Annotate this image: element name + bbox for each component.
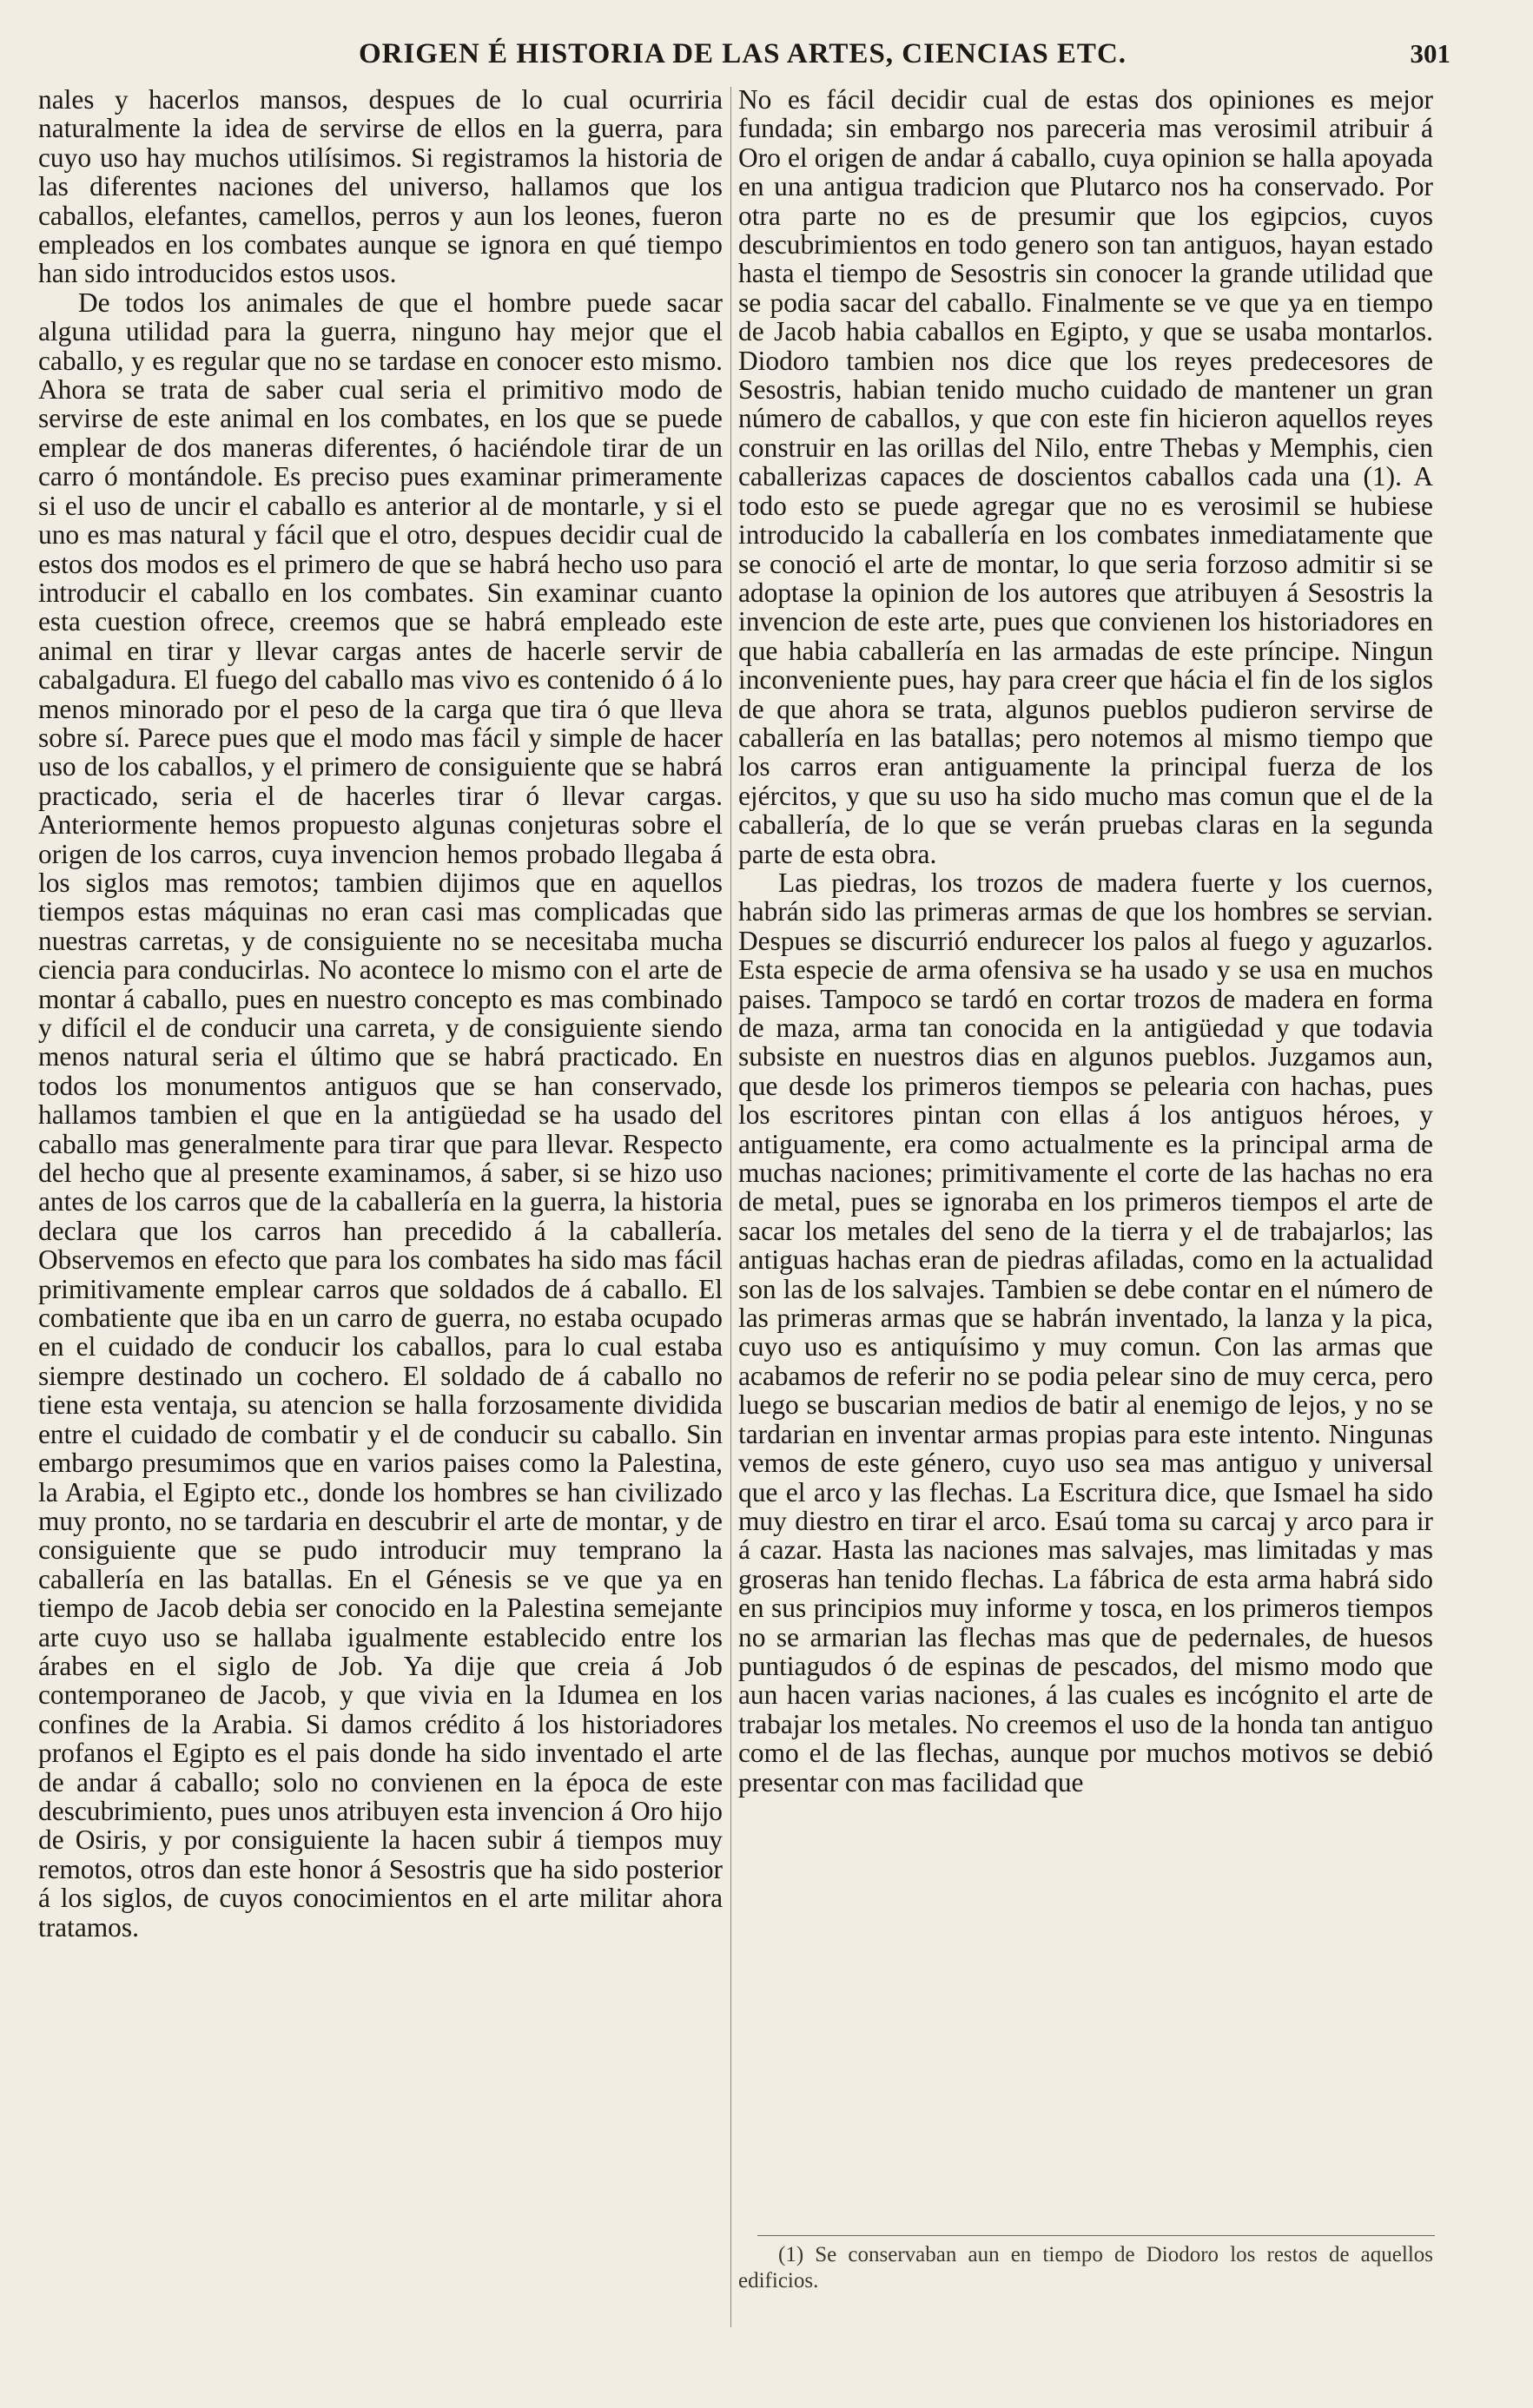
running-title: ORIGEN É HISTORIA DE LAS ARTES, CIENCIAS ETC. xyxy=(358,38,1127,69)
paragraph: De todos los animales de que el hombre puede sacar alguna utilidad para la guerra, ninguno hay mejor que el caballo, y es regular que no se tardase en conocer esto mismo. Ahora se trata de saber cual seria el primitivo modo de servirse de este animal en los combates, en los que se puede emplear de dos maneras diferentes, ó haciéndole tirar de un carro ó montándole. Es preciso pues examinar primeramente si el uso de uncir el caballo es anterior al de montarle, y si el uno es mas natural y fácil que el otro, despues decidir cual de estos dos modos es el primero de que se habrá hecho uso para introducir el caballo en los combates. Sin examinar cuanto esta cuestion ofrece, creemos que se habrá empleado este animal en tirar y llevar cargas antes de hacerle servir de cabalgadura. El fuego del caballo mas vivo es contenido ó á lo menos minorado por el peso de la carga que tira ó que lleva sobre sí. Parece pues que el modo mas fácil y simple de hacer uso de los caballos, y el primero de consiguiente que se habrá practicado, seria el de hacerles tirar ó llevar cargas. Anteriormente hemos propuesto algunas conjeturas sobre el origen de los carros, cuya invencion hemos probado llegaba á los siglos mas remotos; tambien dijimos que en aquellos tiempos estas máquinas no eran casi mas complicadas que nuestras carretas, y de consiguiente no se necesitaba mucha ciencia para conducirlas. No acontece lo mismo con el arte de montar á caballo, pues en nuestro concepto es mas combinado y difícil el de conducir una carreta, y de consiguiente siendo menos natural seria el último que se habrá practicado. En todos los monumentos antiguos que se han conservado, hallamos tambien el que en la antigüedad se ha usado del caballo mas generalmente para tirar que para llevar. Respecto del hecho que al presente examinamos, á saber, si se hizo uso antes de los carros que de la caballería en la guerra, la historia declara que los carros han precedido á la caballería. Observemos en efecto que para los combates ha sido mas fácil primitivamente emplear carros que soldados de á caballo. El combatiente que iba en un carro de guerra, no estaba ocupado en el cuidado de conducir los caballos, para lo cual estaba siempre destinado un cochero. El soldado de á caballo no tiene esta ventaja, su atencion se halla forzosamente dividida entre el cuidado de combatir y el de conducir su caballo. Sin embargo presumimos que en varios paises como la Palestina, la Arabia, el Egipto etc., donde los hombres se han civilizado muy pronto, no se tardaria en descubrir el arte de montar, y de consiguiente que se pudo introducir muy temprano la caballería en las batallas. En el Génesis se ve que ya en tiempo de Jacob debia ser conocido en la Palestina semejante arte cuyo uso se hallaba igualmente establecido entre los árabes en el siglo de Job. Ya dije que creia á Job contemporaneo de Jacob, y que vivia en la Idumea en los confines de la Arabia. Si damos crédito á los historiadores profanos el Egipto es el pais donde ha sido inventado el arte de andar á caballo; solo no convienen en la época de este descubrimiento, pues unos atribuyen esta invencion á Oro hijo de Osiris, y por consiguiente la hacen subir á tiempos muy remotos, otros dan este honor á Sesostris que ha sido posterior á los siglos, de cuyos conocimientos en el arte militar ahora tratamos. xyxy=(38,287,723,1943)
column-divider xyxy=(730,87,731,2327)
paragraph: nales y hacerlos mansos, despues de lo cual ocurriria naturalmente la idea de servirse de ellos en la guerra, para cuyo uso hay muchos utilísimos. Si registramos la historia de las diferentes naciones del universo, hallamos que los caballos, elefantes, camellos, perros y aun los leones, fueron empleados en los combates aunque se ignora en qué tiempo han sido introducidos estos usos. xyxy=(38,84,723,289)
paragraph: No es fácil decidir cual de estas dos opiniones es mejor fundada; sin embargo nos pareceria mas verosimil atribuir á Oro el origen de andar á caballo, cuya opinion se halla apoyada en una antigua tradicion que Plutarco nos ha conservado. Por otra parte no es de presumir que los egipcios, cuyos descubrimientos en todo genero son tan antiguos, hayan estado hasta el tiempo de Sesostris sin conocer la grande utilidad que se podia sacar del caballo. Finalmente se ve que ya en tiempo de Jacob habia caballos en Egipto, y que se usaba montarlos. Diodoro tambien nos dice que los reyes predecesores de Sesostris, habian tenido mucho cuidado de mantener un gran número de caballos, y que con este fin hicieron aquellos reyes construir en las orillas del Nilo, entre Thebas y Memphis, cien caballerizas capaces de doscientos caballos cada una (1). A todo esto se puede agregar que no es verosimil se hubiese introducido la caballería en los combates inmediatamente que se conoció el arte de montar, lo que seria forzoso admitir si se adoptase la opinion de los autores que atribuyen á Sesostris la invencion de este arte, pues que convienen los historiadores en que habia caballería en las armadas de este príncipe. Ningun inconveniente pues, hay para creer que hácia el fin de los siglos de que ahora se trata, algunos pueblos pudieron servirse de caballería en las batallas; pero notemos al mismo tiempo que los carros eran antiguamente la principal fuerza de los ejércitos, y que su uso ha sido mucho mas comun que el de la caballería, de lo que se verán pruebas claras en la segunda parte de esta obra. xyxy=(738,84,1433,869)
paragraph: Las piedras, los trozos de madera fuerte y los cuernos, habrán sido las primeras armas de que los hombres se servian. Despues se discurrió endurecer los palos al fuego y aguzarlos. Esta especie de arma ofensiva se ha usado y se usa en muchos paises. Tampoco se tardó en cortar trozos de madera en forma de maza, arma tan conocida en la antigüedad y que todavia subsiste en nuestros dias en algunos pueblos. Juzgamos aun, que desde los primeros tiempos se pelearia con hachas, pues los escritores pintan con ellas á los antiguos héroes, y antiguamente, era como actualmente es la principal arma de muchas naciones; primitivamente el corte de las hachas no era de metal, pues se ignoraba en los primeros tiempos el arte de sacar los metales del seno de la tierra y el de trabajarlos; las antiguas hachas eran de piedras afiladas, como en la actualidad son las de los salvajes. Tambien se debe contar en el número de las primeras armas que se habrán inventado, la lanza y la pica, cuyo uso es antiquísimo y muy comun. Con las armas que acabamos de referir no se podia pelear sino de muy cerca, pero luego se buscarian medios de batir al enemigo de lejos, y no se tardarian en inventar armas propias para este intento. Ningunas vemos de este género, cuyo uso sea mas antiguo y universal que el arco y las flechas. La Escritura dice, que Ismael ha sido muy diestro en tirar el arco. Esaú toma su carcaj y arco para ir á cazar. Hasta las naciones mas salvajes, mas limitadas y mas groseras han tenido flechas. La fábrica de esta arma habrá sido en sus principios muy informe y tosca, en los primeros tiempos no se armarian las flechas mas que de pedernales, de huesos puntiagudos ó de espinas de pescados, del mismo modo que aun hacen varias naciones, á las cuales es incógnito el arte de trabajar los metales. No creemos el uso de la honda tan antiguo como el de las flechas, aunque por muchos motivos se debió presentar con mas facilidad que xyxy=(738,867,1433,1798)
footnote-rule xyxy=(757,2235,1435,2236)
right-column xyxy=(738,85,1433,1797)
footnote-text: (1) Se conservaban aun en tiempo de Diodoro los restos de aquellos edificios. xyxy=(738,2243,1433,2293)
page-header xyxy=(35,38,1450,82)
left-column xyxy=(38,85,723,1942)
page-number: 301 xyxy=(1410,38,1450,69)
footnote xyxy=(738,2242,1433,2294)
